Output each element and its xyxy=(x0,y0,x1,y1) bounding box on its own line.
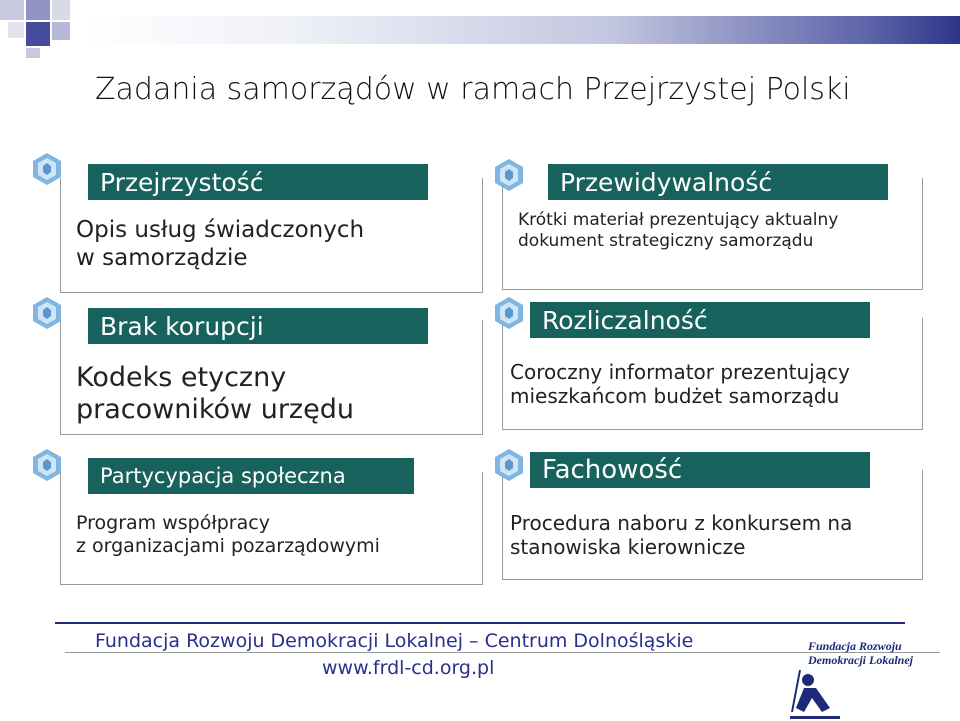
hexagon-icon xyxy=(30,152,64,186)
desc-line: w samorządzie xyxy=(76,244,248,271)
desc-line: Opis usług świadczonych xyxy=(76,217,365,243)
desc-line: mieszkańcom budżet samorządu xyxy=(510,384,840,408)
logo-text xyxy=(808,640,913,668)
desc-line: Kodeks etyczny xyxy=(76,362,287,393)
card-header: Brak korupcji xyxy=(88,308,428,344)
card-description xyxy=(510,360,850,408)
card-header: Przejrzystość xyxy=(88,164,428,200)
desc-line: z organizacjami pozarządowymi xyxy=(76,534,380,557)
card-header: Partycypacja społeczna xyxy=(88,458,414,494)
card-description xyxy=(76,362,354,427)
card-description xyxy=(518,210,838,253)
desc-line: stanowiska kierownicze xyxy=(510,535,746,559)
desc-line: Program współpracy xyxy=(76,512,270,534)
logo-line: Fundacja Rozwoju xyxy=(808,639,902,653)
card-description xyxy=(76,217,364,272)
header-band xyxy=(84,16,960,44)
footer-organization: Fundacja Rozwoju Demokracji Lokalnej – Centrum Dolnośląskie xyxy=(95,630,694,652)
desc-line: pracowników urzędu xyxy=(76,394,354,426)
card-header: Rozliczalność xyxy=(530,302,870,338)
logo-line: Demokracji Lokalnej xyxy=(808,652,913,667)
desc-line: Procedura naboru z konkursem na xyxy=(510,511,853,535)
footer-url[interactable]: www.frdl-cd.org.pl xyxy=(322,657,495,679)
desc-line: Coroczny informator prezentujący xyxy=(510,360,850,384)
card-header: Fachowość xyxy=(530,452,870,488)
hexagon-icon xyxy=(492,158,526,192)
footer-divider xyxy=(55,622,905,624)
desc-line: Krótki materiał prezentujący aktualny xyxy=(518,210,839,230)
card-header: Przewidywalność xyxy=(548,164,888,200)
desc-line: dokument strategiczny samorządu xyxy=(518,231,814,252)
hexagon-icon xyxy=(30,448,64,482)
hexagon-icon xyxy=(492,296,526,330)
hexagon-icon xyxy=(492,448,526,482)
card-description xyxy=(510,511,852,559)
hexagon-icon xyxy=(30,296,64,330)
logo-figure-icon xyxy=(790,668,840,720)
page-title: Zadania samorządów w ramach Przejrzystej Polski xyxy=(95,72,851,107)
card-description xyxy=(76,512,380,558)
